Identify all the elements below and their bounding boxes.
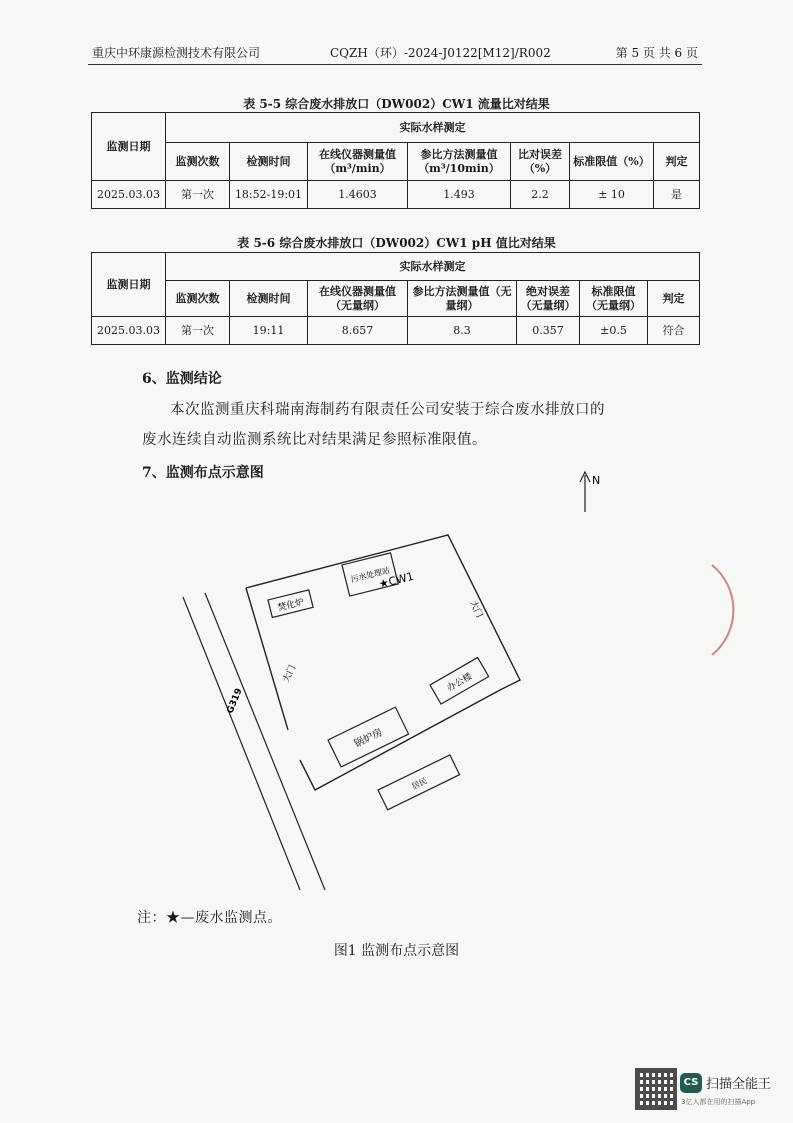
incinerator-building	[268, 590, 313, 618]
section6-title: 6、监测结论	[142, 371, 222, 387]
section7-title: 7、监测布点示意图	[142, 465, 264, 481]
table2-cell-time: 19:11	[230, 317, 308, 345]
table2-cell-judge: 符合	[648, 317, 700, 345]
north-label: N	[592, 474, 601, 487]
west-gate-label: 大门	[281, 663, 299, 685]
table2-header-judge: 判定	[648, 281, 700, 317]
table2-cell-online: 8.657	[308, 317, 408, 345]
table2-header-err: 绝对误差（无量纲）	[517, 281, 580, 317]
table1-header-limit: 标准限值（%）	[570, 143, 654, 181]
table2-cell-err: 0.357	[517, 317, 580, 345]
table1-header-group: 实际水样测定	[166, 113, 700, 143]
qr-code-icon	[635, 1068, 677, 1110]
company-name: 重庆中环康源检测技术有限公司	[92, 46, 261, 60]
table1-cell-ref: 1.493	[408, 181, 511, 209]
incinerator-label: 焚化炉	[276, 597, 306, 614]
monitoring-point-cw1: ★CW1	[377, 569, 416, 591]
table2-cell-date: 2025.03.03	[92, 317, 166, 345]
table1-header-count: 监测次数	[166, 143, 230, 181]
table2-cell-ref: 8.3	[408, 317, 517, 345]
table1-header-online: 在线仪器测量值（m³/min）	[308, 143, 408, 181]
scanner-app-name: 扫描全能王	[706, 1077, 772, 1092]
table2-header-count: 监测次数	[166, 281, 230, 317]
table2-header-limit: 标准限值（无量纲）	[580, 281, 648, 317]
road-lines	[183, 593, 325, 890]
camscanner-logo-icon: CS	[680, 1073, 702, 1093]
office-label: 办公楼	[445, 671, 475, 694]
table1-cell-limit: ± 10	[570, 181, 654, 209]
office-building	[430, 658, 489, 705]
road-label: G319	[225, 687, 245, 716]
table2-cell-limit: ±0.5	[580, 317, 648, 345]
table1-cell-time: 18:52-19:01	[230, 181, 308, 209]
table1-header-date: 监测日期	[92, 113, 166, 181]
boiler-label: 锅炉房	[352, 727, 385, 751]
page-number: 第 5 页 共 6 页	[615, 46, 698, 60]
table1-header-ref: 参比方法测量值（m³/10min）	[408, 143, 511, 181]
table2-header-online: 在线仪器测量值（无量纲）	[308, 281, 408, 317]
east-gate-label: 大门	[467, 599, 484, 620]
table1-header-time: 检测时间	[230, 143, 308, 181]
table1-cell-date: 2025.03.03	[92, 181, 166, 209]
conclusion-line-2: 废水连续自动监测系统比对结果满足参照标准限值。	[142, 432, 487, 448]
boiler-building	[328, 707, 409, 767]
document-code: CQZH（环）-2024-J0122[M12]/R002	[330, 46, 551, 60]
table1-caption: 表 5-5 综合废水排放口（DW002）CW1 流量比对结果	[243, 97, 550, 111]
table2-caption: 表 5-6 综合废水排放口（DW002）CW1 pH 值比对结果	[237, 236, 556, 250]
table2-header-date: 监测日期	[92, 253, 166, 317]
figure-caption: 图1 监测布点示意图	[333, 943, 460, 959]
table1-header-judge: 判定	[654, 143, 700, 181]
table1-cell-count: 第一次	[166, 181, 230, 209]
table1-cell-online: 1.4603	[308, 181, 408, 209]
residence-building	[378, 755, 460, 810]
table1-cell-err: 2.2	[511, 181, 570, 209]
conclusion-line-1: 本次监测重庆科瑞南海制药有限责任公司安装于综合废水排放口的	[170, 402, 605, 418]
table1-cell-judge: 是	[654, 181, 700, 209]
table2-header-time: 检测时间	[230, 281, 308, 317]
residence-label: 居民	[410, 776, 429, 792]
seal-stamp-fragment	[712, 565, 733, 655]
table2-header-group: 实际水样测定	[166, 253, 700, 281]
table2-cell-count: 第一次	[166, 317, 230, 345]
table2-header-ref: 参比方法测量值（无量纲）	[408, 281, 517, 317]
scanner-app-tagline: 3亿人都在用的扫描App	[681, 1098, 756, 1106]
wwtp-label: 污水处理站	[349, 565, 391, 585]
legend-note: 注：★—废水监测点。	[137, 910, 282, 926]
table1-header-err: 比对误差（%）	[511, 143, 570, 181]
north-arrow-icon	[580, 472, 590, 512]
